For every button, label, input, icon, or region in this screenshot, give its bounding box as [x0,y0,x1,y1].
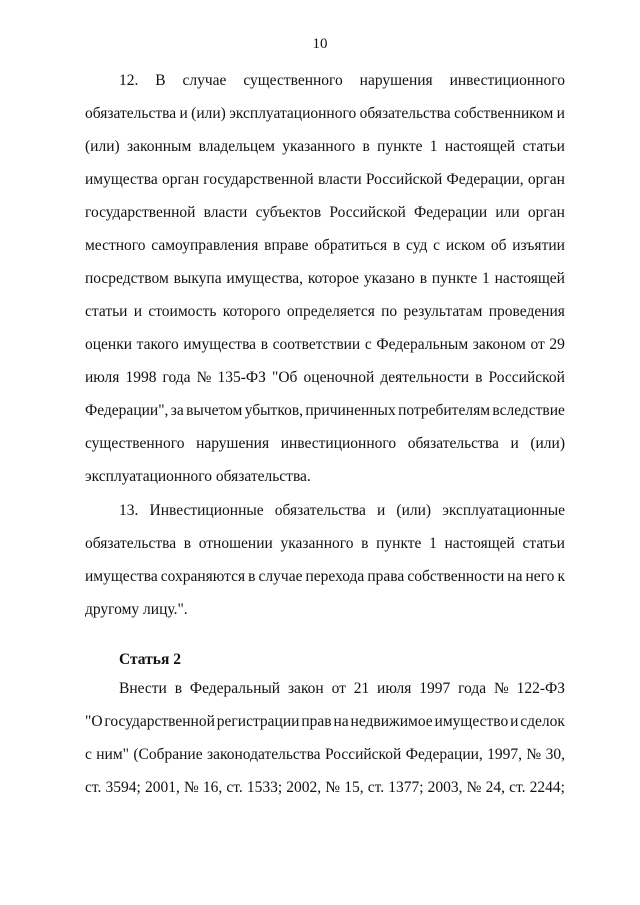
word: с [433,237,441,254]
word: с [364,336,372,353]
word: июля [85,369,120,386]
word: 135-ФЗ [217,369,266,386]
word: 24, [485,779,505,796]
word: проведения [488,303,565,320]
word: обязательства [359,105,451,122]
word: эксплуатационного обязательства. [85,468,311,485]
word: обязательства [407,435,499,452]
word: 1 [482,270,490,287]
word: в [174,680,183,697]
word: В [155,72,166,89]
paragraph-12-line [85,169,565,191]
word: такого [136,336,179,353]
word: власти [203,204,248,221]
word: суд [406,237,428,254]
word: власти [317,171,362,188]
word: в [419,270,428,287]
word: Федерации, [405,746,483,763]
word: указано [363,270,415,287]
word: эксплуатационные [442,502,565,519]
word: сделок [520,713,565,730]
word: 1 [429,535,437,552]
word: № [196,369,212,386]
word: 30, [545,746,565,763]
word: субъектов [255,204,322,221]
word: результатам [403,303,483,320]
word: Федеральный [189,680,281,697]
word: и [179,105,188,122]
word: убытков, [244,402,304,419]
word: нарушения [196,435,270,452]
word: об [490,237,507,254]
word: на [333,713,349,730]
paragraph-12-line [85,301,565,323]
word: № [493,680,509,697]
word: (или) [530,435,565,452]
word: обратиться [314,237,388,254]
article-heading: Статья 2 [119,651,181,668]
word: Федерации [413,204,488,221]
word: с [85,746,92,763]
word: Российской [488,369,565,386]
word: 1997, [487,746,523,763]
word: посредством [85,270,169,287]
word: деятельности [380,369,470,386]
word: инвестиционного [449,72,565,89]
word: № [183,779,199,796]
word: и [510,713,519,730]
word: эксплуатационного [229,105,357,122]
word: к [557,568,565,585]
word: вправе [264,237,309,254]
word: настоящей [444,138,516,155]
word: 2002, [286,779,322,796]
word: и [556,105,565,122]
word: (или) [191,105,226,122]
word: 16, [202,779,223,796]
word: недвижимое [350,713,433,730]
word: указанного [282,138,356,155]
word: в [248,568,256,585]
word: статьи [522,535,565,552]
word: орган [527,171,565,188]
word: причиненных [305,402,396,419]
word: 1998 [125,369,157,386]
word: пункте [377,138,423,155]
word: сохраняются [160,568,246,585]
word: 21 [353,680,370,697]
word: пункте [431,270,478,287]
word: государственной [85,204,196,221]
word: обязательства [274,502,366,519]
word: оценочной [303,369,375,386]
word: Федеральным [376,336,469,353]
word: Федерации, [446,171,524,188]
word: 1533; [246,779,283,796]
word: закон [287,680,324,697]
word: определяется [286,303,375,320]
article-2-line [85,711,565,733]
word: вычетом [186,402,243,419]
word: 1 [429,138,438,155]
word: государственной [203,171,314,188]
word: Инвестиционные [149,502,264,519]
word: владельцем [198,138,275,155]
word: инвестиционного [280,435,397,452]
word: 2003, [427,779,463,796]
word: случае [258,568,303,585]
word: ст. [226,779,243,796]
word: стоимость [148,303,217,320]
word: которое [307,270,360,287]
paragraph-12-line [85,367,565,389]
word: обязательства [85,105,177,122]
word: по [381,303,398,320]
word: 122-ФЗ [516,680,565,697]
paragraph-13-line [85,533,565,555]
word: Российской [365,171,443,188]
word: Российской [324,746,402,763]
word: существенного [243,72,343,89]
word: 15, [344,779,364,796]
word: ним" [96,746,129,763]
word: ст. [85,779,102,796]
word: иском [445,237,486,254]
paragraph-12-line [85,433,565,455]
word: 12. [119,72,139,89]
word: № [325,779,341,796]
paragraph-12-line [85,235,565,257]
word: (или) [396,502,432,519]
word: пункте [376,535,422,552]
article-2-line [85,777,565,799]
word: № [526,746,542,763]
word: имущество [434,713,509,730]
word: нарушения [359,72,433,89]
word: вследствие [492,402,565,419]
word: ст. [509,779,526,796]
paragraph-13-line [85,566,565,588]
word: настоящей [444,535,515,552]
word: в [392,237,401,254]
word: от [331,680,346,697]
word: в [362,138,370,155]
word: него [525,568,555,585]
word: (или) [85,138,120,155]
word: настоящей [494,270,565,287]
word: отношении [198,535,273,552]
word: другому лицу.". [85,601,188,618]
word: 2001, [144,779,180,796]
paragraph-12-line [85,334,565,356]
word: случае [182,72,227,89]
word: обязательства [85,535,177,552]
word: 1377; [388,779,424,796]
word: и [133,303,143,320]
word: законодательства [207,746,321,763]
paragraph-12-line [85,268,565,290]
word: оценки [85,336,133,353]
word: в [475,369,483,386]
word: 1997 [419,680,451,697]
paragraph-12-line [85,103,565,125]
word: июля [377,680,412,697]
word: имущества [85,171,158,188]
word: соответствии [272,336,361,353]
word: 3594; [105,779,141,796]
paragraph-12-line [119,70,565,92]
word: которого [222,303,281,320]
word: орган [161,171,199,188]
word: 13. [119,502,139,519]
word: и [510,435,519,452]
word: на [507,568,523,585]
word: имущества, [226,270,303,287]
paragraph-12-line [85,466,565,488]
paragraph-12-line [85,400,565,422]
word: Внести [119,680,167,697]
word: № [466,779,482,796]
word: 2244; [529,779,565,796]
word: регистрации [216,713,300,730]
word: (Собрание [133,746,203,763]
word: за [170,402,184,419]
page-number: 10 [312,36,328,52]
word: ст. [367,779,385,796]
word: права [367,568,405,585]
word: года [458,680,487,697]
word: указанного [280,535,354,552]
word: прав [301,713,332,730]
word: в [260,336,269,353]
word: статьи [522,138,565,155]
paragraph-13-line [119,500,565,522]
word: имущества [85,568,158,585]
word: статьи [85,303,128,320]
word: "О [85,713,103,730]
word: или [495,204,520,221]
word: самоуправления [151,237,259,254]
word: изъятии [512,237,565,254]
word: местного [85,237,146,254]
article-2-line [119,678,565,700]
word: законом [472,336,526,353]
word: 29 [549,336,565,353]
word: Российской [329,204,406,221]
word: законным [126,138,192,155]
paragraph-13-line [85,599,565,621]
word: года [162,369,191,386]
word: перехода [305,568,365,585]
word: "Об [272,369,298,386]
article-2-line [85,744,565,766]
word: и [377,502,386,519]
word: от [530,336,545,353]
word: государственной [104,713,215,730]
word: Федерации", [85,402,169,419]
word: собственности [407,568,505,585]
word: орган [527,204,565,221]
word: выкупа [173,270,222,287]
word: имущества [183,336,257,353]
paragraph-12-line [85,136,565,158]
word: в [183,535,192,552]
word: потребителям [398,402,491,419]
word: существенного [85,435,185,452]
paragraph-12-line [85,202,565,224]
word: собственником [454,105,554,122]
word: в [361,535,369,552]
